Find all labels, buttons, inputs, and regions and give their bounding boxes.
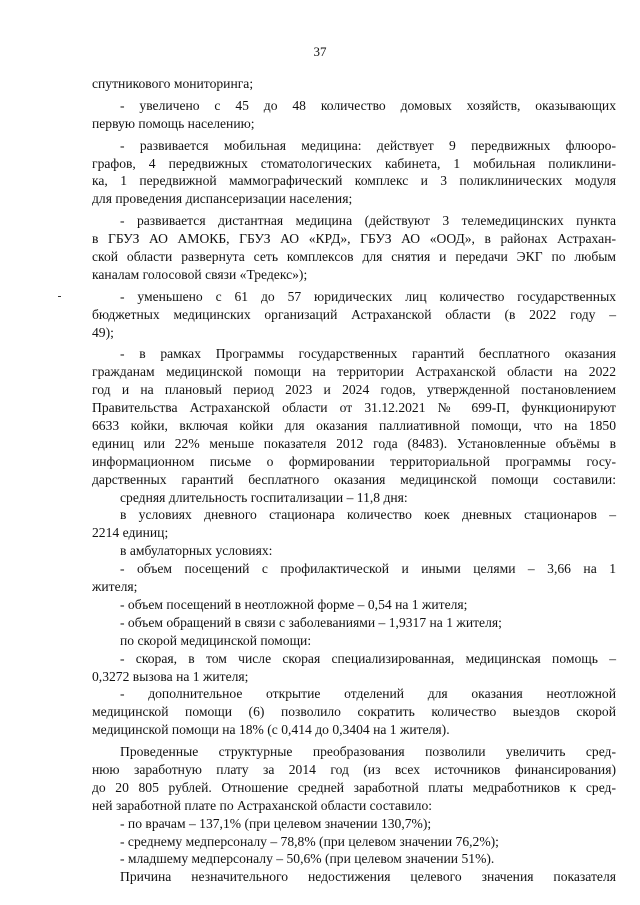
text-line: 49); — [92, 324, 114, 340]
text-line: ка, 1 передвижной маммографический комплекс и 3 поликлинических модуля — [92, 173, 616, 189]
text-line: - развивается мобильная медицина: действует 9 передвижных флюоро- — [120, 137, 616, 153]
text-line: - дополнительное открытие отделений для оказания неотложной — [120, 686, 616, 702]
text-line: медицинской помощи (6) позволило сократить количество выездов скорой — [92, 704, 616, 720]
text-line: дарственных гарантий бесплатного оказания медицинской помощи составили: — [92, 471, 616, 487]
text-line: - младшему медперсоналу – 50,6% (при целевом значении 51%). — [120, 851, 495, 867]
text-line: в амбулаторных условиях: — [120, 543, 273, 559]
text-line: - увеличено с 45 до 48 количество домовых хозяйств, оказывающих — [120, 97, 616, 113]
text-line: бюджетных медицинских организаций Астраханской области (в 2022 году – — [92, 306, 616, 322]
text-line: - по врачам – 137,1% (при целевом значении 130,7%); — [120, 815, 432, 831]
text-line: жителя; — [92, 579, 138, 595]
text-line: Причина незначительного недостижения целевого значения показателя — [120, 869, 616, 885]
text-line: единиц или 22% меньше показателя 2012 года (8483). Установленные объёмы в — [92, 435, 616, 451]
text-line: 6633 койки, включая койки для оказания паллиативной помощи, что на 1850 — [92, 418, 616, 434]
text-line: - объем посещений в неотложной форме – 0,54 на 1 жителя; — [120, 596, 468, 612]
page-number: 37 — [313, 44, 327, 59]
text-line: информационном письме о формировании территориальной программы госу- — [92, 453, 616, 469]
text-line: первую помощь населению; — [92, 115, 255, 131]
text-line: Проведенные структурные преобразования позволили увеличить сред- — [120, 744, 616, 760]
text-line: до 20 805 рублей. Отношение средней заработной платы медработников к сред- — [92, 779, 616, 795]
text-line: каналам голосовой связи «Тредекс»); — [92, 266, 308, 282]
text-line: - уменьшено с 61 до 57 юридических лиц количество государственных — [120, 288, 616, 304]
text-line: - объем обращений в связи с заболеваниями – 1,9317 на 1 жителя; — [120, 614, 502, 630]
text-line: ней заработной плате по Астраханской области составило: — [92, 797, 433, 813]
text-line: спутникового мониторинга; — [92, 76, 254, 91]
text-line: графов, 4 передвижных стоматологических кабинета, 1 мобильная поликлини- — [92, 155, 616, 171]
text-line: нюю заработную плату за 2014 год (из всех источников финансирования) — [92, 761, 616, 777]
text-line: для проведения диспансеризации населения; — [92, 191, 353, 207]
text-line: в ГБУЗ АО АМОКБ, ГБУЗ АО «КРД», ГБУЗ АО «ООД», в районах Астрахан- — [92, 231, 616, 247]
text-line: 2214 единиц; — [92, 525, 169, 541]
text-line: - в рамках Программы государственных гарантий бесплатного оказания — [120, 346, 616, 362]
text-line: - развивается дистантная медицина (действуют 3 телемедицинских пункта — [120, 213, 616, 229]
text-line: - среднему медперсоналу – 78,8% (при целевом значении 76,2%); — [120, 833, 499, 849]
text-line: Правительства Астраханской области от 31.12.2021 № 699-П, функционируют — [92, 400, 616, 416]
text-line: ской области развернута сеть комплексов для снятия и передачи ЭКГ по любым — [92, 249, 616, 265]
margin-mark — [58, 296, 61, 297]
text-line: в условиях дневного стационара количество коек дневных стационаров – — [120, 507, 616, 523]
body-text — [92, 75, 616, 886]
text-line: 0,3272 вызова на 1 жителя; — [92, 668, 249, 684]
text-line: медицинской помощи на 18% (с 0,414 до 0,3404 на 1 жителя). — [92, 722, 450, 738]
text-line: - скорая, в том числе скорая специализированная, медицинская помощь – — [120, 650, 616, 666]
text-line: по скорой медицинской помощи: — [120, 632, 312, 648]
text-line: - объем посещений с профилактической и иными целями – 3,66 на 1 — [120, 561, 616, 577]
text-line: средняя длительность госпитализации – 11,8 дня: — [120, 489, 408, 505]
text-line: год и на плановый период 2023 и 2024 годов, утвержденной постановлением — [92, 382, 616, 398]
text-line: гражданам медицинской помощи на территории Астраханской области на 2022 — [92, 364, 616, 380]
